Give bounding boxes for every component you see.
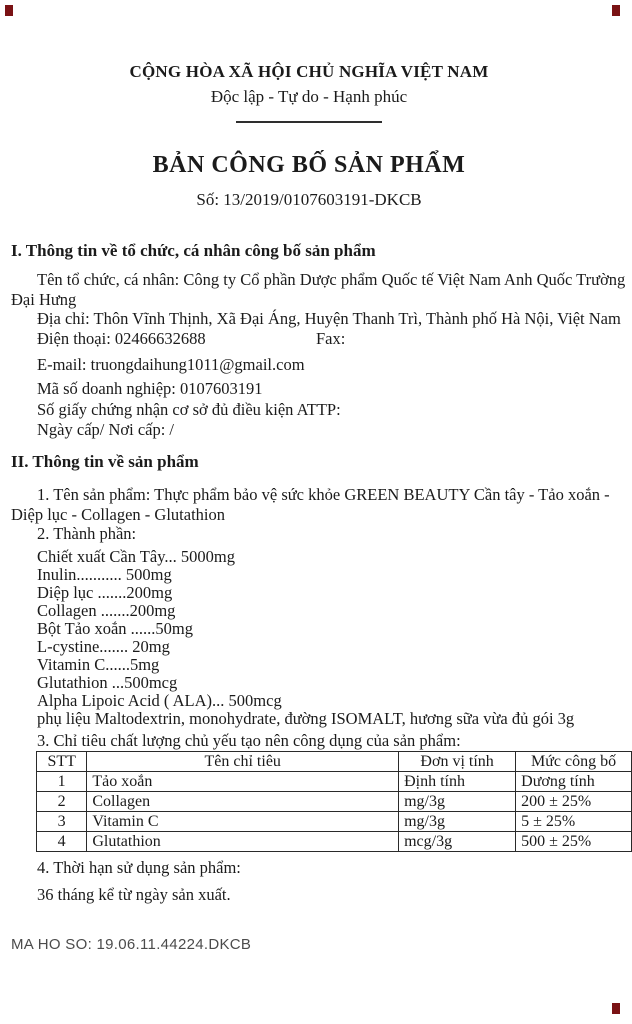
cell-unit: Định tính bbox=[399, 772, 516, 792]
ingredient-line: Chiết xuất Cần Tây... 5000mg bbox=[37, 546, 235, 566]
header-separator-line bbox=[236, 121, 382, 123]
cell-declared-level: 5 ± 25% bbox=[516, 812, 632, 832]
ingredients-list bbox=[11, 548, 626, 728]
org-name-line: Tên tổ chức, cá nhân: Công ty Cổ phần Dược phẩm Quốc tế Việt Nam Anh Quốc Trường Đại Hưng bbox=[11, 270, 626, 309]
cell-unit: mg/3g bbox=[399, 812, 516, 832]
cell-stt: 3 bbox=[37, 812, 87, 832]
col-header-declared-level: Mức công bố bbox=[516, 752, 632, 772]
red-corner-mark-top-right bbox=[612, 5, 620, 16]
file-code: MA HO SO: 19.06.11.44224.DKCB bbox=[11, 936, 252, 953]
ingredient-line: L-cystine....... 20mg bbox=[37, 636, 170, 656]
table-row bbox=[37, 812, 632, 832]
ingredient-line: Inulin........... 500mg bbox=[37, 564, 172, 584]
quality-criteria-heading: 3. Chỉ tiêu chất lượng chủ yếu tạo nên công dụng của sản phẩm: bbox=[37, 730, 461, 750]
ingredients-heading: 2. Thành phần: bbox=[37, 524, 137, 543]
issue-date-place-line: Ngày cấp/ Nơi cấp: / bbox=[37, 419, 175, 439]
cell-unit: mcg/3g bbox=[399, 832, 516, 852]
ingredient-line: Diệp lục .......200mg bbox=[37, 582, 173, 602]
ingredient-line: Glutathion ...500mcg bbox=[37, 672, 178, 692]
table-header-row bbox=[37, 752, 632, 772]
cell-declared-level: 500 ± 25% bbox=[516, 832, 632, 852]
email-line: E-mail: truongdaihung1011@gmail.com bbox=[37, 355, 305, 374]
address-line: Địa chỉ: Thôn Vĩnh Thịnh, Xã Đại Áng, Huyện Thanh Trì, Thành phố Hà Nội, Việt Nam bbox=[37, 309, 621, 328]
col-header-unit: Đơn vị tính bbox=[399, 752, 516, 772]
cell-stt: 2 bbox=[37, 792, 87, 812]
ingredient-line: Alpha Lipoic Acid ( ALA)... 500mcg bbox=[37, 690, 282, 710]
col-header-criteria: Tên chỉ tiêu bbox=[87, 752, 399, 772]
shelf-life-heading: 4. Thời hạn sử dụng sản phẩm: bbox=[37, 858, 241, 877]
shelf-life-value: 36 tháng kể từ ngày sản xuất. bbox=[37, 884, 231, 904]
table-row bbox=[37, 792, 632, 812]
document-title: BẢN CÔNG BỐ SẢN PHẨM bbox=[152, 152, 466, 178]
cell-declared-level: 200 ± 25% bbox=[516, 792, 632, 812]
cell-stt: 4 bbox=[37, 832, 87, 852]
document-header bbox=[0, 0, 632, 210]
table-row bbox=[37, 832, 632, 852]
ingredient-line: Bột Tảo xoắn ......50mg bbox=[37, 618, 193, 638]
attp-certificate-line: Số giấy chứng nhận cơ sở đủ điều kiện ATTP: bbox=[37, 400, 341, 419]
red-corner-mark-bottom-right bbox=[612, 1003, 620, 1014]
cell-declared-level: Dương tính bbox=[516, 772, 632, 792]
ingredient-line: Vitamin C......5mg bbox=[37, 654, 160, 674]
cell-unit: mg/3g bbox=[399, 792, 516, 812]
col-header-stt: STT bbox=[37, 752, 87, 772]
section1-heading: I. Thông tin về tổ chức, cá nhân công bố sản phẩm bbox=[11, 241, 376, 260]
business-id-line: Mã số doanh nghiệp: 0107603191 bbox=[37, 378, 263, 398]
phone-line bbox=[11, 329, 626, 349]
cell-criteria: Vitamin C bbox=[87, 812, 399, 832]
red-corner-mark-top-left bbox=[5, 5, 13, 16]
phone-value: Điện thoại: 02466632688 bbox=[37, 328, 206, 348]
table-row bbox=[37, 772, 632, 792]
section2-heading: II. Thông tin về sản phẩm bbox=[11, 452, 199, 471]
ingredient-line: phụ liệu Maltodextrin, monohydrate, đường ISOMALT, hương sữa vừa đủ gói 3g bbox=[37, 708, 575, 728]
document-number: Số: 13/2019/0107603191-DKCB bbox=[196, 190, 422, 209]
ingredient-line: Collagen .......200mg bbox=[37, 600, 176, 620]
product-name-line: 1. Tên sản phẩm: Thực phẩm bảo vệ sức khỏe GREEN BEAUTY Cần tây - Tảo xoắn - Diệp lục - Collagen - Glutathion bbox=[11, 485, 610, 524]
cell-criteria: Tảo xoắn bbox=[87, 772, 399, 792]
quality-criteria-table bbox=[36, 751, 632, 852]
cell-stt: 1 bbox=[37, 772, 87, 792]
national-motto-line1: CỘNG HÒA XÃ HỘI CHỦ NGHĨA VIỆT NAM bbox=[129, 62, 489, 81]
fax-label: Fax: bbox=[316, 328, 346, 348]
national-motto-line2: Độc lập - Tự do - Hạnh phúc bbox=[210, 87, 408, 106]
cell-criteria: Glutathion bbox=[87, 832, 399, 852]
cell-criteria: Collagen bbox=[87, 792, 399, 812]
